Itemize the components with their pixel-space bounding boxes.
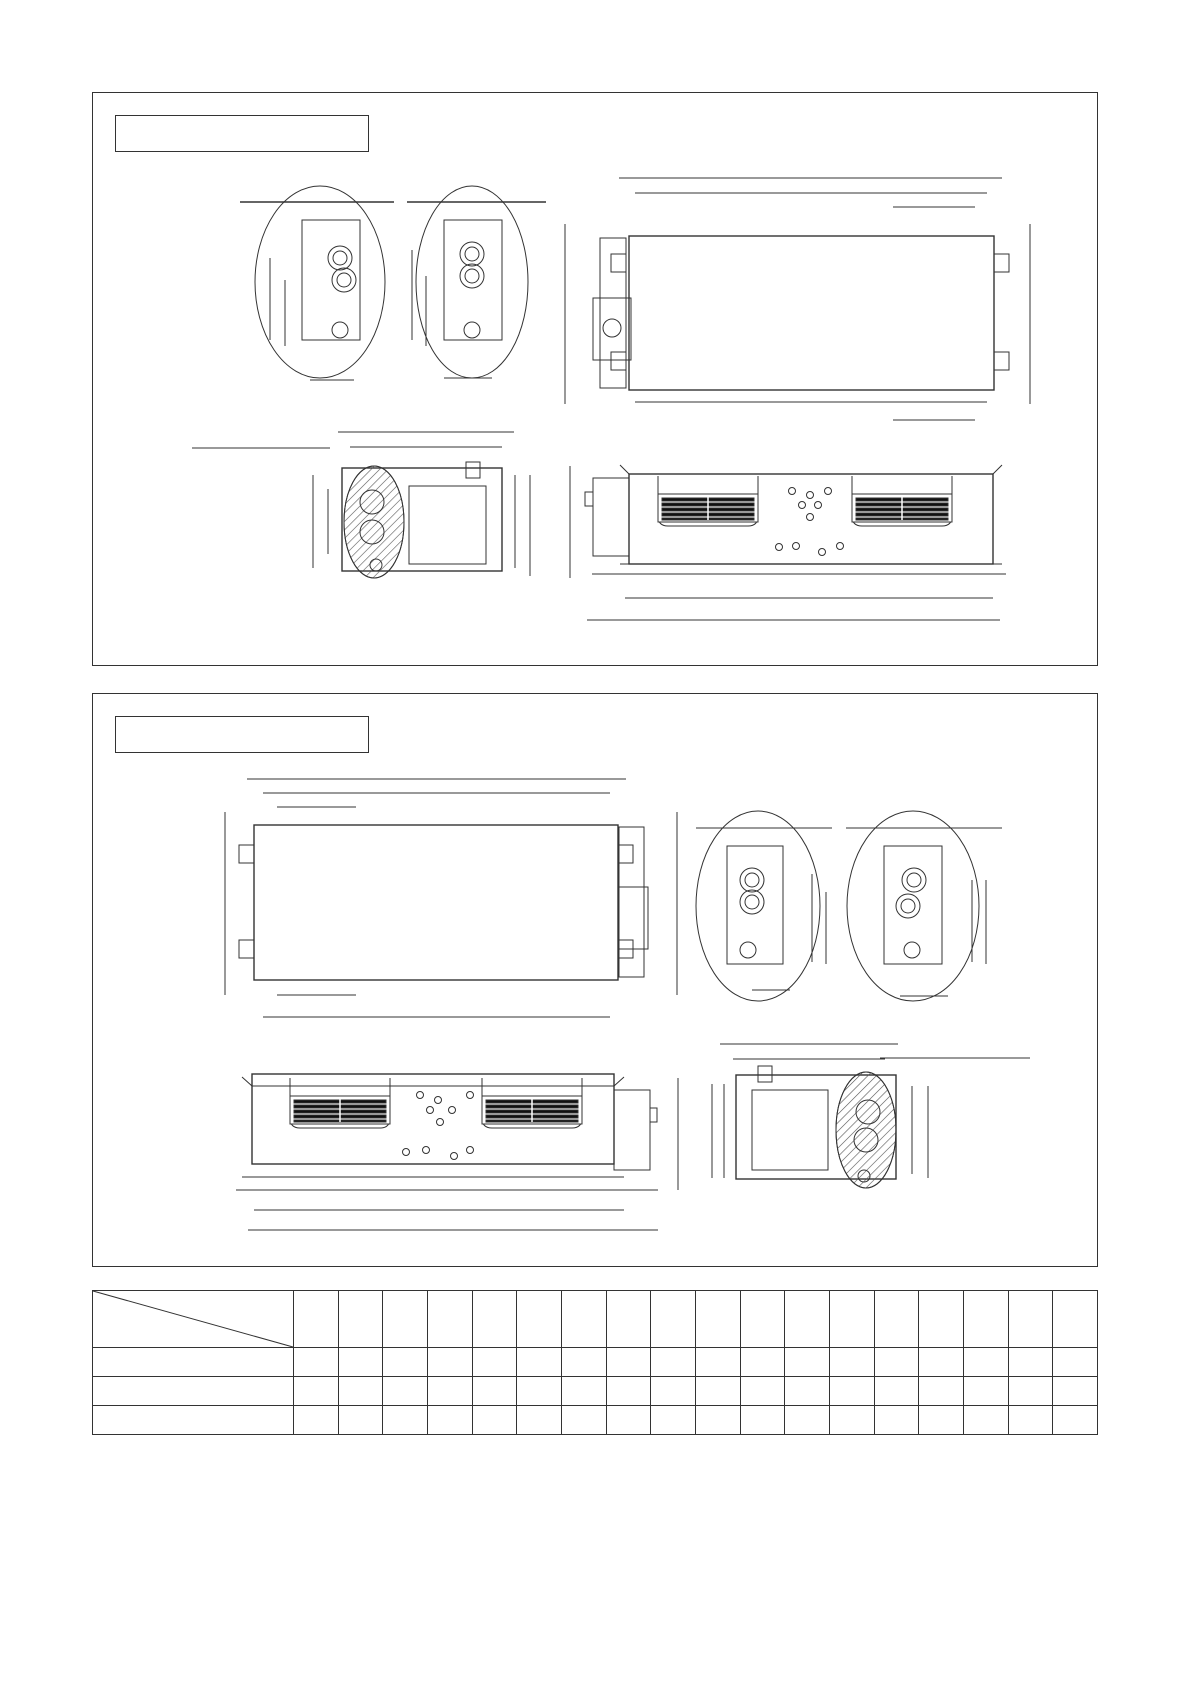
- bottom-detail-b: [846, 811, 1002, 1001]
- column-header: [963, 1291, 1008, 1348]
- table-cell: [919, 1406, 964, 1435]
- table-cell: [829, 1348, 874, 1377]
- table-cell: [1053, 1348, 1098, 1377]
- table-cell: [785, 1348, 830, 1377]
- table-cell: [517, 1377, 562, 1406]
- bottom-detail-a: [696, 811, 832, 1001]
- column-header: [606, 1291, 651, 1348]
- column-header: [294, 1291, 339, 1348]
- table-cell: [874, 1377, 919, 1406]
- table-cell: [651, 1377, 696, 1406]
- table-cell: [740, 1377, 785, 1406]
- column-header: [472, 1291, 517, 1348]
- table-cell: [338, 1406, 383, 1435]
- column-header: [383, 1291, 428, 1348]
- table-cell: [606, 1377, 651, 1406]
- table-cell: [294, 1377, 339, 1406]
- column-header: [561, 1291, 606, 1348]
- table-cell: [1053, 1406, 1098, 1435]
- table-cell: [517, 1406, 562, 1435]
- corner-diagonal: [93, 1291, 293, 1347]
- table-cell: [919, 1377, 964, 1406]
- table-row: [93, 1377, 1098, 1406]
- table-corner-header: [93, 1291, 294, 1348]
- table-cell: [606, 1406, 651, 1435]
- table-cell: [785, 1377, 830, 1406]
- table-cell: [651, 1406, 696, 1435]
- row-label: [93, 1348, 294, 1377]
- table-cell: [383, 1348, 428, 1377]
- column-header: [740, 1291, 785, 1348]
- table-cell: [1053, 1377, 1098, 1406]
- table-cell: [427, 1377, 472, 1406]
- table-cell: [561, 1377, 606, 1406]
- table-cell: [695, 1377, 740, 1406]
- table-cell: [472, 1377, 517, 1406]
- column-header: [1008, 1291, 1053, 1348]
- table-cell: [427, 1348, 472, 1377]
- column-header: [829, 1291, 874, 1348]
- table-cell: [1008, 1406, 1053, 1435]
- column-header: [338, 1291, 383, 1348]
- table-cell: [294, 1348, 339, 1377]
- table-cell: [829, 1377, 874, 1406]
- table-cell: [1008, 1348, 1053, 1377]
- table-cell: [472, 1348, 517, 1377]
- table-cell: [785, 1406, 830, 1435]
- column-header: [517, 1291, 562, 1348]
- table-row: [93, 1406, 1098, 1435]
- bottom-front-view: [236, 1074, 678, 1230]
- table-cell: [338, 1348, 383, 1377]
- column-header: [695, 1291, 740, 1348]
- table-cell: [919, 1348, 964, 1377]
- table-header-row: [93, 1291, 1098, 1348]
- table-cell: [383, 1377, 428, 1406]
- table-cell: [963, 1377, 1008, 1406]
- column-header: [874, 1291, 919, 1348]
- dimension-table: [92, 1290, 1098, 1435]
- top-side-view: [192, 432, 530, 578]
- table-cell: [561, 1348, 606, 1377]
- table-cell: [294, 1406, 339, 1435]
- top-front-view: [570, 465, 1006, 620]
- table-cell: [651, 1348, 696, 1377]
- column-header: [1053, 1291, 1098, 1348]
- bottom-plan-view: [225, 779, 677, 1017]
- table-cell: [1008, 1377, 1053, 1406]
- table-cell: [472, 1406, 517, 1435]
- row-label: [93, 1406, 294, 1435]
- table-cell: [874, 1348, 919, 1377]
- top-detail-b: [407, 186, 546, 378]
- column-header: [919, 1291, 964, 1348]
- table-cell: [383, 1406, 428, 1435]
- table-row: [93, 1348, 1098, 1377]
- table-cell: [561, 1406, 606, 1435]
- table-cell: [963, 1348, 1008, 1377]
- top-detail-a: [240, 186, 394, 380]
- table-cell: [695, 1348, 740, 1377]
- top-plan-view: [565, 178, 1030, 420]
- column-header: [427, 1291, 472, 1348]
- table-cell: [338, 1377, 383, 1406]
- table-cell: [740, 1406, 785, 1435]
- table-cell: [427, 1406, 472, 1435]
- table-cell: [874, 1406, 919, 1435]
- table-cell: [740, 1348, 785, 1377]
- column-header: [785, 1291, 830, 1348]
- row-label: [93, 1377, 294, 1406]
- table-cell: [695, 1406, 740, 1435]
- table-cell: [963, 1406, 1008, 1435]
- column-header: [651, 1291, 696, 1348]
- bottom-side-view: [712, 1044, 1030, 1188]
- table-cell: [829, 1406, 874, 1435]
- table-cell: [517, 1348, 562, 1377]
- table-cell: [606, 1348, 651, 1377]
